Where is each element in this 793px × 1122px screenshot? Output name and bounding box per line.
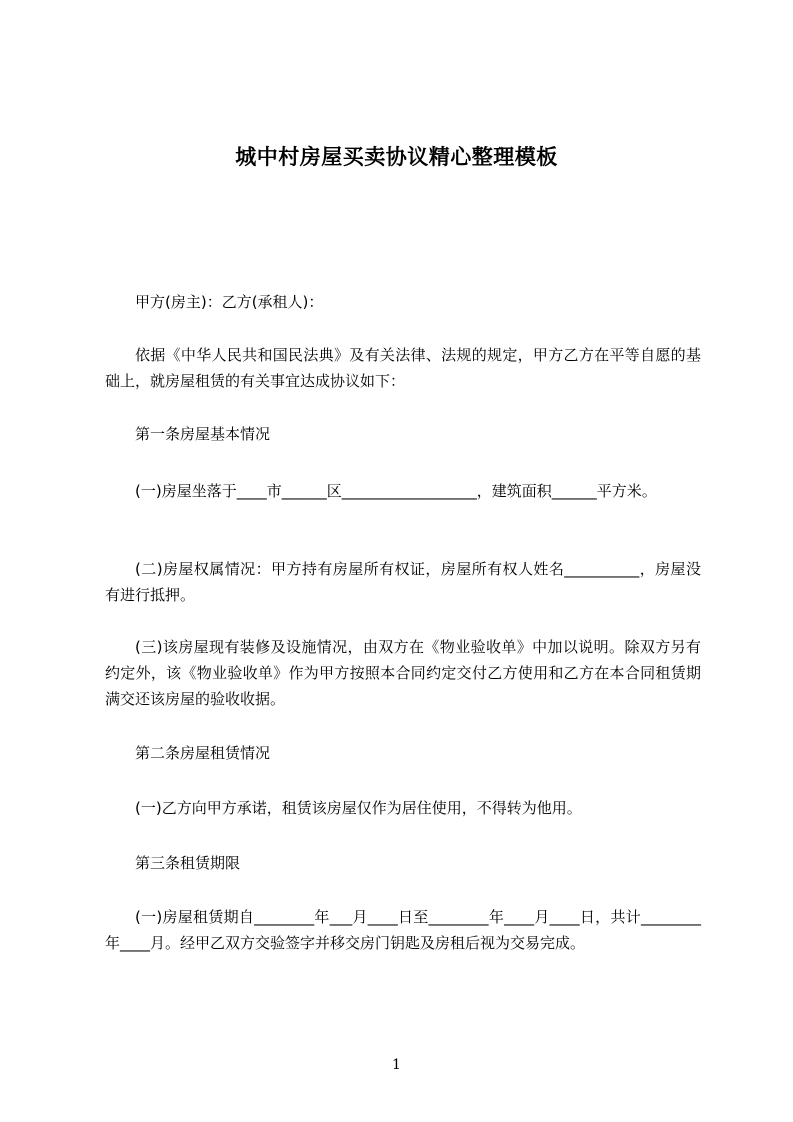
- article-1-item-3: (三)该房屋现有装修及设施情况，由双方在《物业验收单》中加以说明。除双方另有约定外，该《物业验收单》作为甲方按照本合同约定交付乙方使用和乙方在本合同租赁期满交还该房屋的验收收据。: [105, 638, 701, 708]
- parties-line: 甲方(房主)：乙方(承租人)：: [135, 293, 324, 311]
- article-1-heading: 第一条房屋基本情况: [135, 425, 271, 443]
- article-2-item-1: (一)乙方向甲方承诺，租赁该房屋仅作为居住使用，不得转为他用。: [135, 799, 582, 817]
- intro-paragraph: 依据《中华人民共和国民法典》及有关法律、法规的规定，甲方乙方在平等自愿的基础上，就房屋租赁的有关事宜达成协议如下：: [105, 346, 701, 390]
- article-2-heading: 第二条房屋租赁情况: [135, 744, 271, 762]
- page-number: 1: [392, 1057, 401, 1073]
- article-3-item-1: (一)房屋租赁期自________年___月____日至________年____月____日，共计________年____月。经甲乙双方交验签字并移交房门钥匙及房租后视为交易完成。: [105, 908, 701, 952]
- document-title: 城中村房屋买卖协议精心整理模板: [235, 145, 558, 169]
- article-3-heading: 第三条租赁期限: [135, 854, 241, 872]
- article-1-item-1: (一)房屋坐落于____市______区__________________，建筑面积______平方米。: [135, 482, 657, 500]
- article-1-item-2: (二)房屋权属情况：甲方持有房屋所有权证，房屋所有权人姓名__________，房屋没有进行抵押。: [105, 560, 701, 604]
